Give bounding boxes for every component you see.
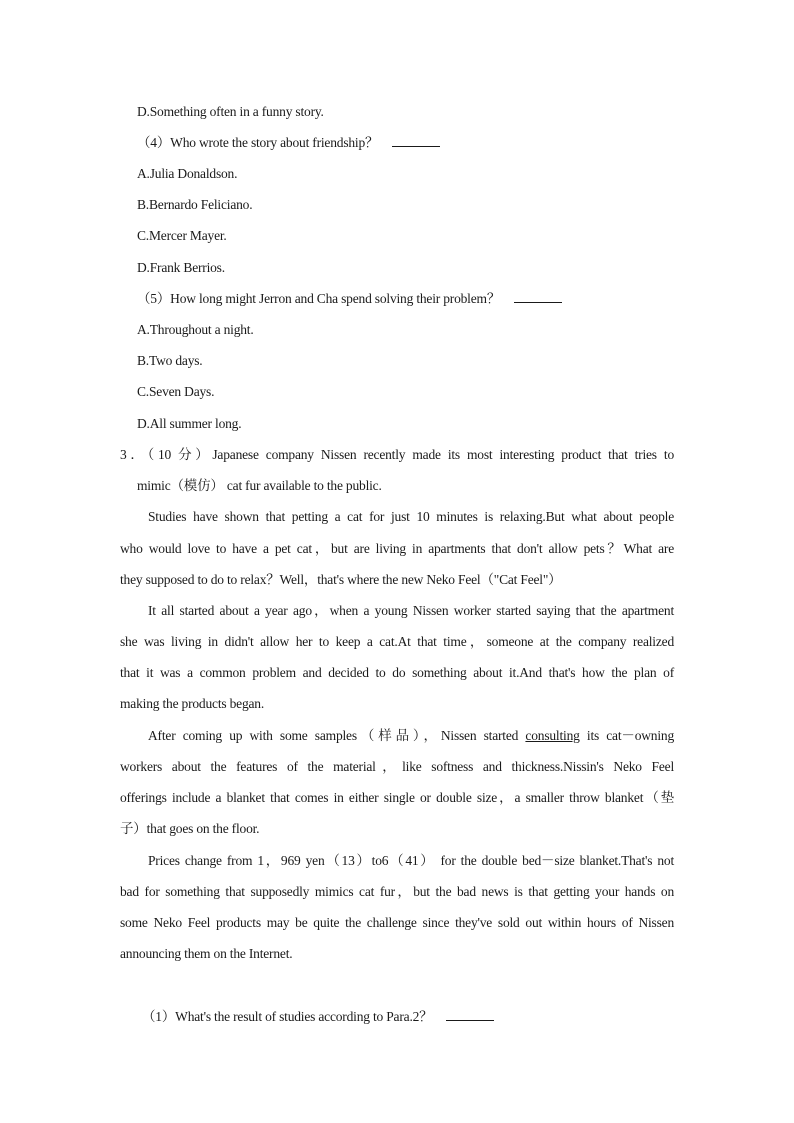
- para5-line4: announcing them on the Internet.: [120, 946, 293, 961]
- q3-option-d: D.Something often in a funny story.: [137, 104, 324, 119]
- q3-heading-line1: 3．（10 分）Japanese company Nissen recently made its most interesting product that tries to: [120, 447, 674, 462]
- para4-line1: [148, 727, 674, 745]
- para3-line4: making the products began.: [120, 696, 265, 711]
- para5-line3: some Neko Feel products may be quite the challenge since they've sold out within hours of Nissen: [120, 915, 674, 930]
- q4-prompt-line: [137, 134, 440, 152]
- q4-option-c: C.Mercer Mayer.: [137, 228, 227, 243]
- q5-option-c: C.Seven Days.: [137, 384, 215, 399]
- q5-option-b: B.Two days.: [137, 353, 203, 368]
- sub-q1-prompt: （1）What's the result of studies according to Para.2？: [142, 1009, 433, 1024]
- para4-line1-after: its cat－owning: [586, 728, 674, 743]
- para3-line3: that it was a common problem and decided to do something about it.And that's how the plan of: [120, 665, 674, 680]
- para3-line2: she was living in didn't allow her to keep a cat.At that time，someone at the company realized: [120, 634, 674, 649]
- q5-prompt: （5）How long might Jerron and Cha spend solving their problem？: [137, 291, 501, 306]
- para5-line2: bad for something that supposedly mimics cat fur，but the bad news is that getting your hands on: [120, 884, 674, 899]
- q3-heading-line2: mimic（模仿） cat fur available to the public.: [137, 478, 382, 493]
- sub-q1-line: [142, 1008, 494, 1026]
- q4-option-a: A.Julia Donaldson.: [137, 166, 238, 181]
- q5-option-a: A.Throughout a night.: [137, 322, 254, 337]
- para4-line1-before: After coming up with some samples（样品），Nissen started: [148, 728, 519, 743]
- para4-line4: 子）that goes on the floor.: [120, 821, 260, 836]
- q4-option-b: B.Bernardo Feliciano.: [137, 197, 253, 212]
- q4-answer-blank[interactable]: [392, 134, 440, 147]
- q5-answer-blank[interactable]: [514, 290, 562, 303]
- q5-prompt-line: [137, 290, 562, 308]
- q4-prompt: （4）Who wrote the story about friendship？: [137, 135, 379, 150]
- para5-line1: Prices change from 1，969 yen（13）to6（41） for the double bed－size blanket.That's not: [148, 853, 674, 868]
- para4-line2: workers about the features of the material，like softness and thickness.Nissin's Neko Feel: [120, 759, 674, 774]
- para2-line3: they supposed to do to relax？Well，that's where the new Neko Feel（"Cat Feel"）: [120, 572, 562, 587]
- para4-line3: offerings include a blanket that comes in either single or double size，a smaller throw blanket（垫: [120, 790, 674, 805]
- q4-option-d: D.Frank Berrios.: [137, 260, 225, 275]
- q5-option-d: D.All summer long.: [137, 416, 242, 431]
- sub-q1-answer-blank[interactable]: [446, 1008, 494, 1021]
- para3-line1: It all started about a year ago，when a young Nissen worker started saying that the apartment: [148, 603, 674, 618]
- para2-line2: who would love to have a pet cat，but are living in apartments that don't allow pets？What are: [120, 541, 674, 556]
- para2-line1: Studies have shown that petting a cat for just 10 minutes is relaxing.But what about people: [148, 509, 674, 524]
- underlined-word-consulting: consulting: [525, 728, 580, 743]
